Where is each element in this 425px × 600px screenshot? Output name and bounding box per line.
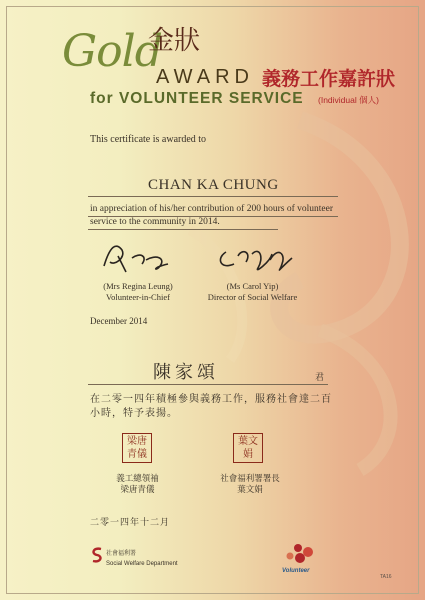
chinese-signatory-2-name: 葉文娟 (237, 485, 263, 495)
appreciation-underline-2 (88, 229, 278, 230)
chinese-signatory-2-title: 社會福利署署長 (220, 474, 280, 484)
volunteer-logo-text: Volunteer (282, 568, 310, 574)
volunteer-service-heading: for VOLUNTEER SERVICE (90, 90, 304, 107)
signatory-1-name: (Mrs Regina Leung) (103, 281, 173, 291)
social-welfare-department-logo-icon (90, 546, 104, 564)
chinese-signatory-1-title: 義工總領袖 (116, 474, 159, 484)
signatory-1-title: Volunteer-in-Chief (106, 292, 170, 302)
awarded-to-text: This certificate is awarded to (90, 134, 207, 145)
chinese-appreciation-text: 在二零一四年積極參與義務工作，服務社會達二百小時，特予表揚。 (90, 394, 332, 419)
signatory-1-block (98, 281, 178, 303)
swd-label (106, 549, 178, 569)
award-chinese-heading: 義務工作嘉許狀 (262, 68, 396, 90)
form-code: TA16 (380, 574, 392, 580)
signature-1 (96, 236, 176, 280)
volunteer-logo-icon (276, 540, 336, 570)
recipient-honorific: 君 (315, 373, 325, 383)
appreciation-text: in appreciation of his/her contribution of 200 hours of volunteer service to the community in 2014. (90, 204, 333, 227)
signatory-2-name: (Ms Carol Yip) (226, 281, 279, 291)
chinese-signatory-1-name: 梁唐青儀 (120, 485, 155, 495)
chinese-issue-date: 二零一四年十二月 (90, 518, 171, 528)
signature-2 (212, 234, 302, 278)
recipient-chinese-name: 陳家頌 (153, 362, 219, 383)
recipient-name: CHAN KA CHUNG (148, 177, 279, 193)
signatory-2-block (205, 281, 300, 303)
signatory-2-title: Director of Social Welfare (207, 292, 298, 302)
swd-chinese-name: 社會福利署 (106, 551, 137, 557)
chinese-name-underline (88, 384, 328, 385)
individual-label: (Individual 個人) (318, 95, 379, 105)
chinese-signatory-1 (100, 474, 175, 496)
gold-heading: Gold (62, 26, 162, 77)
chinese-signatory-2 (210, 474, 290, 496)
name-underline (88, 196, 338, 197)
gold-chinese-heading: 金狀 (148, 26, 201, 56)
seal-stamp-2: 葉文娟 (233, 433, 263, 463)
issue-date: December 2014 (90, 316, 148, 326)
swd-english-name: Social Welfare Department (106, 561, 178, 567)
seal-stamp-1: 梁唐青儀 (122, 433, 152, 463)
appreciation-underline-1 (88, 216, 338, 217)
award-heading: AWARD (156, 66, 254, 88)
